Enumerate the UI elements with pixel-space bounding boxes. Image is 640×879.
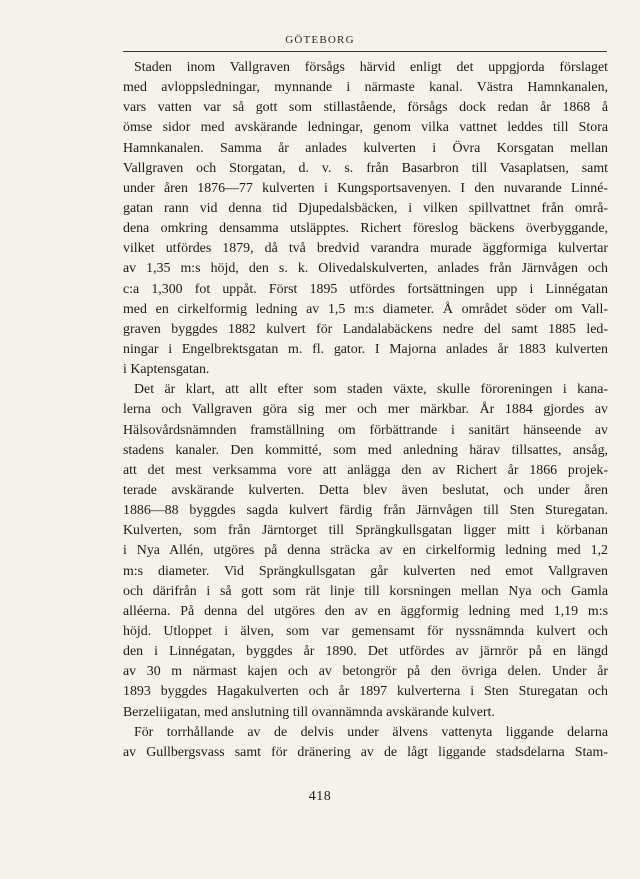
text-line: av Gullbergsvass samt för dränering av de lågt liggande stadsdelarna Stam- xyxy=(123,744,608,760)
text-line: stadens kanaler. Den kommitté, som med anledning härav tillsattes, ansåg, xyxy=(123,442,608,458)
running-header: GÖTEBORG xyxy=(285,34,355,46)
paragraph xyxy=(123,723,608,763)
text-line: graven byggdes 1882 kulvert för Landalabäckens nedre del samt 1885 led- xyxy=(123,321,608,337)
text-line: av 1,35 m:s höjd, den s. k. Olivedalskulverten, anlades från Järnvågen och xyxy=(123,261,608,277)
text-line: c:a 1,300 fot uppåt. Först 1895 utfördes fortsättningen upp i Linnégatan xyxy=(123,281,608,297)
text-line: Hälsovårdsnämnden framställning om förbättrande i sanitärt hänseende av xyxy=(123,422,608,438)
text-line: i Nya Allén, utgöres på denna sträcka av en cirkelformig ledning med 1,2 xyxy=(123,543,608,559)
text-line: vilket utfördes 1879, då två bredvid varandra murade äggformiga kulvertar xyxy=(123,241,608,257)
text-line: av 30 m närmast kajen och av betongrör på den övriga delen. Under år xyxy=(123,664,608,680)
text-line: höjd. Utloppet i älven, som var gemensamt för nyssnämnda kulvert och xyxy=(123,623,608,639)
text-line: terade avskärande kulverten. Detta blev även beslutat, och under åren xyxy=(123,482,608,498)
text-line: Hamnkanalen. Samma år anlades kulverten i Övra Korsgatan mellan xyxy=(123,140,608,156)
text-line: lerna och Vallgraven göra sig mer och mer märkbar. År 1884 gjordes av xyxy=(123,402,608,418)
text-line: med en cirkelformig ledning av 1,5 m:s diameter. Å området söder om Vall- xyxy=(123,301,608,317)
text-line: Kulverten, som från Järntorget till Sprängkullsgatan ligger mitt i körbanan xyxy=(123,523,608,539)
body-text xyxy=(123,58,608,763)
text-line: och därifrån i så gott som rät linje till korsningen mellan Nya och Gamla xyxy=(123,583,608,599)
header-rule xyxy=(123,51,607,52)
text-line: vars vatten var så gott som stillastående, försågs dock redan år 1868 å xyxy=(123,100,608,116)
text-line: ömse sidor med avskärande ledningar, genom vilka vattnet leddes till Stora xyxy=(123,120,608,136)
text-line: m:s diameter. Vid Sprängkullsgatan går kulverten ned emot Vallgraven xyxy=(123,563,608,579)
text-line: i Kaptensgatan. xyxy=(123,362,210,378)
paragraph xyxy=(123,380,608,722)
text-line: För torrhållande av de delvis under älvens vattenyta liggande delarna xyxy=(134,724,608,740)
text-line: Berzeliigatan, med anslutning till ovannämnda avskärande kulvert. xyxy=(123,704,495,720)
text-line: Det är klart, att allt efter som staden växte, skulle föroreningen i kana- xyxy=(134,382,608,398)
text-line: 1886—88 byggdes sagda kulvert färdig från Järnvågen till Sten Sturegatan. xyxy=(123,503,608,519)
text-line: att det mest verksamma vore att anlägga den av Richert år 1866 projek- xyxy=(123,462,608,478)
text-line: alléerna. På denna del utgöres den av en äggformig ledning med 1,19 m:s xyxy=(123,603,608,619)
page-number: 418 xyxy=(308,789,332,804)
text-line: ningar i Engelbrektsgatan m. fl. gator. I Majorna anlades år 1883 kulverten xyxy=(123,341,608,357)
text-line: 1893 byggdes Hagakulverten och år 1897 kulverterna i Sten Sturegatan och xyxy=(123,684,608,700)
text-line: den i Linnégatan, byggdes år 1890. Det utfördes av järnrör på en längd xyxy=(123,644,608,660)
text-line: med avloppsledningar, mynnande i närmaste kanal. Västra Hamnkanalen, xyxy=(123,80,608,96)
text-line: Staden inom Vallgraven försågs härvid enligt det uppgjorda förslaget xyxy=(134,60,608,75)
text-line: under åren 1876—77 kulverten i Kungsportsavenyen. I den nuvarande Linné- xyxy=(123,180,608,196)
text-line: gatan rann vid denna tid Djupedalsbäcken, i vilken spillvattnet från områ- xyxy=(123,200,608,216)
paragraph xyxy=(123,58,608,380)
text-line: dena omkring densamma utsläpptes. Richert föreslog bäckens överbyggande, xyxy=(123,221,608,237)
text-line: Vallgraven och Storgatan, d. v. s. från Basarbron till Vasaplatsen, samt xyxy=(123,160,608,176)
